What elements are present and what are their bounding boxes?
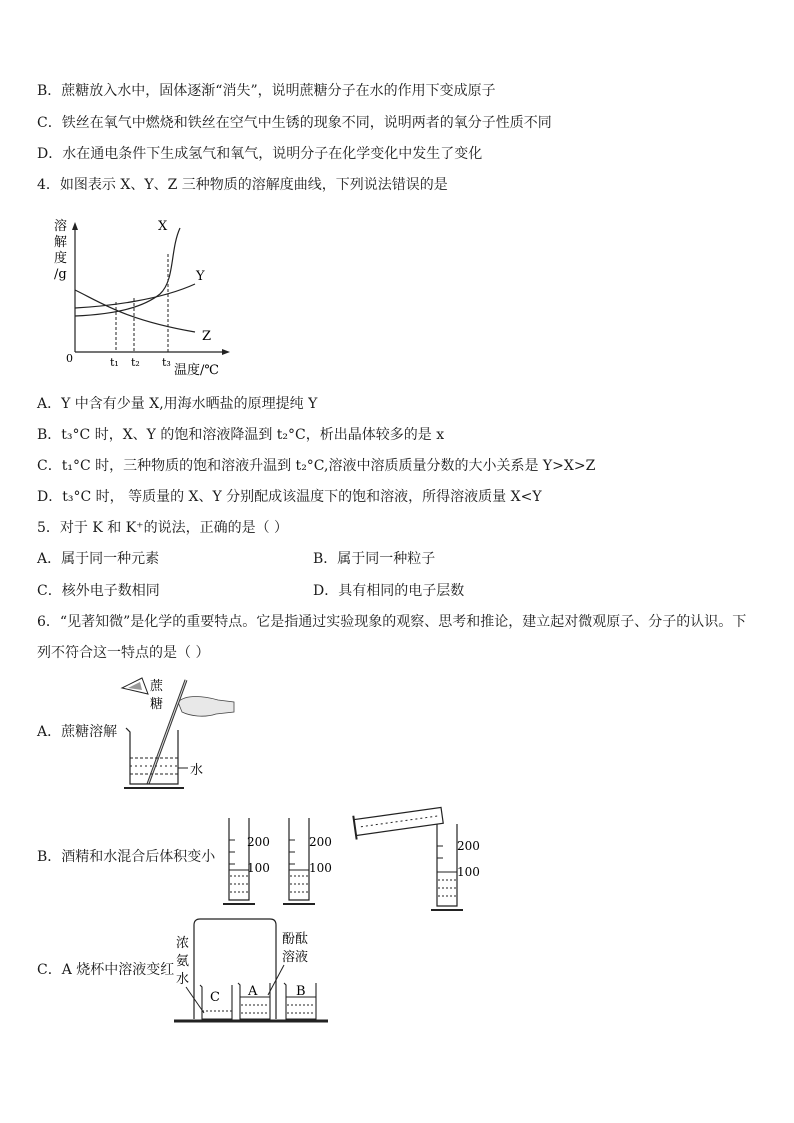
curve-x-label: X bbox=[158, 219, 168, 234]
curve-z-label: Z bbox=[202, 329, 212, 344]
graph-t2: t₂ bbox=[131, 356, 140, 369]
graph-ylabel-2: 解 bbox=[54, 235, 68, 250]
phenolphthalein-label-1: 酚酞 bbox=[282, 932, 309, 947]
ammonia-diffusion-figure bbox=[172, 915, 332, 1025]
curve-z bbox=[75, 290, 195, 332]
sugar-dissolving-figure bbox=[120, 672, 250, 792]
q6-stem-line2: 列不符合这一特点的是（ ） bbox=[37, 645, 210, 661]
cylinder3-mark-200: 200 bbox=[457, 839, 480, 853]
beaker-b-label: B bbox=[296, 984, 306, 999]
graph-ylabel-1: 溶 bbox=[54, 219, 68, 234]
cylinder1-mark-100: 100 bbox=[247, 861, 270, 875]
solubility-graph bbox=[50, 210, 250, 380]
q4-option-d: D．t₃°C 时， 等质量的 X、Y 分别配成该温度下的饱和溶液，所得溶液质量 X<Y bbox=[37, 489, 542, 505]
q6-option-a: A．蔗糖溶解 bbox=[37, 724, 118, 740]
q6-option-c: C．A 烧杯中溶液变红 bbox=[37, 962, 175, 978]
measuring-cylinder-3 bbox=[431, 824, 480, 910]
q5-option-b: B．属于同一种粒子 bbox=[313, 551, 436, 567]
ammonia-label-1: 浓 bbox=[176, 936, 190, 951]
measuring-cylinder-2 bbox=[283, 818, 332, 904]
cylinder1-mark-200: 200 bbox=[247, 835, 270, 849]
q3-option-d: D．水在通电条件下生成氢气和氧气，说明分子在化学变化中发生了变化 bbox=[37, 146, 483, 162]
q4-stem: 4．如图表示 X、Y、Z 三种物质的溶解度曲线，下列说法错误的是 bbox=[37, 177, 448, 193]
ammonia-label-3: 水 bbox=[176, 972, 190, 987]
q3-option-c: C．铁丝在氧气中燃烧和铁丝在空气中生锈的现象不同，说明两者的氧分子性质不同 bbox=[37, 115, 552, 131]
q4-option-a: A．Y 中含有少量 X,用海水晒盐的原理提纯 Y bbox=[37, 396, 318, 412]
q5-option-d: D．具有相同的电子层数 bbox=[313, 583, 465, 599]
q3-option-b: B．蔗糖放入水中，固体逐渐“消失”，说明蔗糖分子在水的作用下变成原子 bbox=[37, 83, 496, 99]
graph-t1: t₁ bbox=[110, 356, 119, 369]
curve-y bbox=[75, 284, 195, 308]
graph-xlabel: 温度/℃ bbox=[174, 363, 219, 378]
water-label: 水 bbox=[190, 763, 204, 778]
measuring-cylinder-1 bbox=[223, 818, 270, 904]
graph-origin: 0 bbox=[66, 352, 73, 365]
alcohol-water-figure bbox=[215, 800, 495, 915]
graph-t3: t₃ bbox=[162, 356, 171, 369]
q5-stem: 5．对于 K 和 K⁺的说法，正确的是（ ） bbox=[37, 520, 289, 536]
q6-stem-line1: 6．“见著知微”是化学的重要特点。它是指通过实验现象的观察、思考和推论，建立起对微观原子、分子的认识。下 bbox=[37, 614, 747, 630]
q5-option-a: A．属于同一种元素 bbox=[37, 551, 160, 567]
q6-option-b: B．酒精和水混合后体积变小 bbox=[37, 849, 216, 865]
beaker-c-label: C bbox=[210, 990, 220, 1005]
beaker-a-label: A bbox=[248, 984, 258, 999]
cylinder2-mark-200: 200 bbox=[309, 835, 332, 849]
graph-ylabel-4: /g bbox=[54, 267, 67, 282]
phenolphthalein-label-2: 溶液 bbox=[282, 950, 309, 965]
cylinder3-mark-100: 100 bbox=[457, 865, 480, 879]
q4-option-c: C．t₁°C 时，三种物质的饱和溶液升温到 t₂°C,溶液中溶质质量分数的大小关系是 Y>X>Z bbox=[37, 458, 596, 474]
q4-option-b: B．t₃°C 时，X、Y 的饱和溶液降温到 t₂°C，析出晶体较多的是 x bbox=[37, 427, 445, 443]
cylinder2-mark-100: 100 bbox=[309, 861, 332, 875]
ammonia-label-2: 氨 bbox=[176, 954, 190, 969]
graph-ylabel-3: 度 bbox=[54, 251, 68, 266]
pouring-cylinder bbox=[353, 803, 443, 839]
curve-y-label: Y bbox=[196, 269, 205, 284]
sugar-label-2: 糖 bbox=[150, 697, 164, 712]
q5-option-c: C．核外电子数相同 bbox=[37, 583, 160, 599]
sugar-label-1: 蔗 bbox=[150, 679, 164, 694]
